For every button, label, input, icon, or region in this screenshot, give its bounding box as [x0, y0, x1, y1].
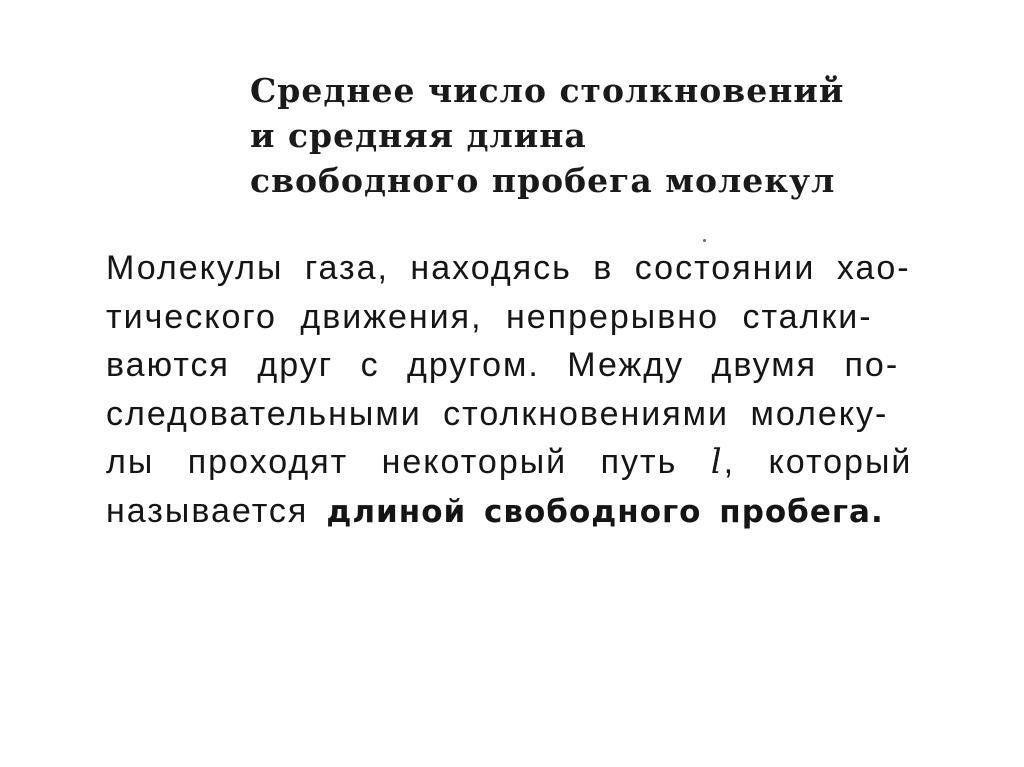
- body-line-1: Молекулы газа, находясь в состоянии хао-: [106, 249, 911, 287]
- section-title: [250, 68, 910, 203]
- body-line-6: [106, 487, 946, 537]
- mean-free-path-term: длиной свободного пробега.: [326, 493, 884, 530]
- title-line-2: и средняя длина: [250, 116, 587, 155]
- body-line-4: следовательными столкновениями молеку-: [106, 394, 889, 433]
- body-line-6-start: называется: [106, 491, 309, 530]
- body-line-5: [106, 438, 946, 487]
- path-length-symbol: l: [710, 442, 724, 482]
- print-speck: [703, 239, 706, 242]
- title-line-3: свободного пробега молекул: [250, 161, 836, 200]
- body-line-2: тического движения, непрерывно сталки-: [106, 297, 873, 336]
- body-line-3: ваются друг с другом. Между двумя по-: [106, 346, 900, 384]
- title-line-1: Среднее число столкновений: [250, 71, 845, 110]
- body-line-5-start: лы проходят некоторый путь: [106, 443, 711, 481]
- body-line-5-end: , который: [723, 443, 913, 481]
- body-paragraph: [106, 244, 946, 536]
